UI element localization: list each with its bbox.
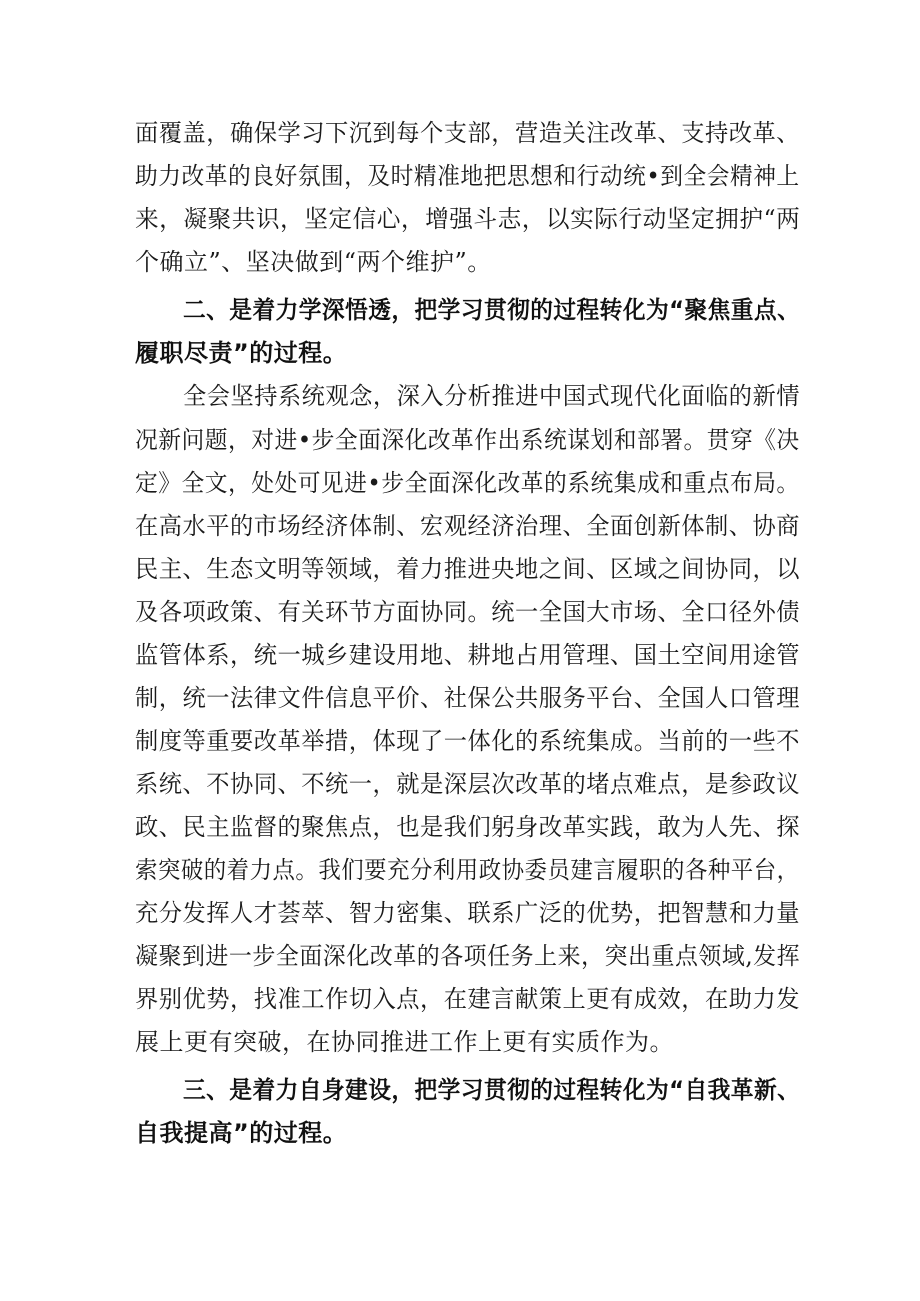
body-text-line: 来，凝聚共识，坚定信心，增强斗志，以实际行动坚定拥护“两 [135,205,801,233]
body-text-line: 面覆盖，确保学习下沉到每个支部，营造关注改革、支持改革、 [135,119,800,147]
body-text-line: 民主、生态文明等领域，着力推进央地之间、区域之间协同，以 [135,555,800,583]
body-text-line: 制度等重要改革举措，体现了一体化的系统集成。当前的一些不 [135,727,800,755]
section-heading-line: 二、是着力学深悟透，把学习贯彻的过程转化为“聚焦重点、 [183,296,801,324]
body-text-line: 政、民主监督的聚焦点，也是我们躬身改革实践，敢为人先、探 [135,813,800,841]
section-heading-line: 履职尽责”的过程。 [135,339,348,367]
body-text-line: 在高水平的市场经济体制、宏观经济治理、全面创新体制、协商 [135,512,800,540]
body-text-line: 助力改革的良好氛围，及时精准地把思想和行动统•到全会精神上 [135,162,800,190]
section-heading-line: 自我提高”的过程。 [135,1119,348,1147]
body-text-line: 及各项政策、有关环节方面协同。统一全国大市场、全口径外债 [135,598,800,626]
body-text-line: 充分发挥人才荟萃、智力密集、联系广泛的优势，把智慧和力量 [135,899,800,927]
body-text-line: 索突破的着力点。我们要充分利用政协委员建言履职的各种平台， [135,856,800,884]
body-text-line: 监管体系，统一城乡建设用地、耕地占用管理、国土空间用途管 [135,641,800,669]
section-heading-line: 三、是着力自身建设，把学习贯彻的过程转化为“自我革新、 [183,1076,801,1104]
body-text-line: 系统、不协同、不统一，就是深层次改革的堵点难点，是参政议 [135,770,800,798]
body-text-line: 况新问题，对进•步全面深化改革作出系统谋划和部署。贯穿《决 [135,426,800,454]
body-text-line: 制，统一法律文件信息平价、社保公共服务平台、全国人口管理 [135,684,800,712]
body-text-line: 个确立”、坚决做到“两个维护”。 [135,248,492,276]
body-text-line: 凝聚到进一步全面深化改革的各项任务上来，突出重点领域,发挥 [135,942,801,970]
body-text-line: 界别优势，找准工作切入点，在建言献策上更有成效，在助力发 [135,985,800,1013]
body-text-line: 展上更有突破，在协同推进工作上更有实质作为。 [135,1028,674,1056]
body-text-line: 定》全文，处处可见进•步全面深化改革的系统集成和重点布局。 [135,469,800,497]
body-text-line: 全会坚持系统观念，深入分析推进中国式现代化面临的新情 [183,382,800,410]
